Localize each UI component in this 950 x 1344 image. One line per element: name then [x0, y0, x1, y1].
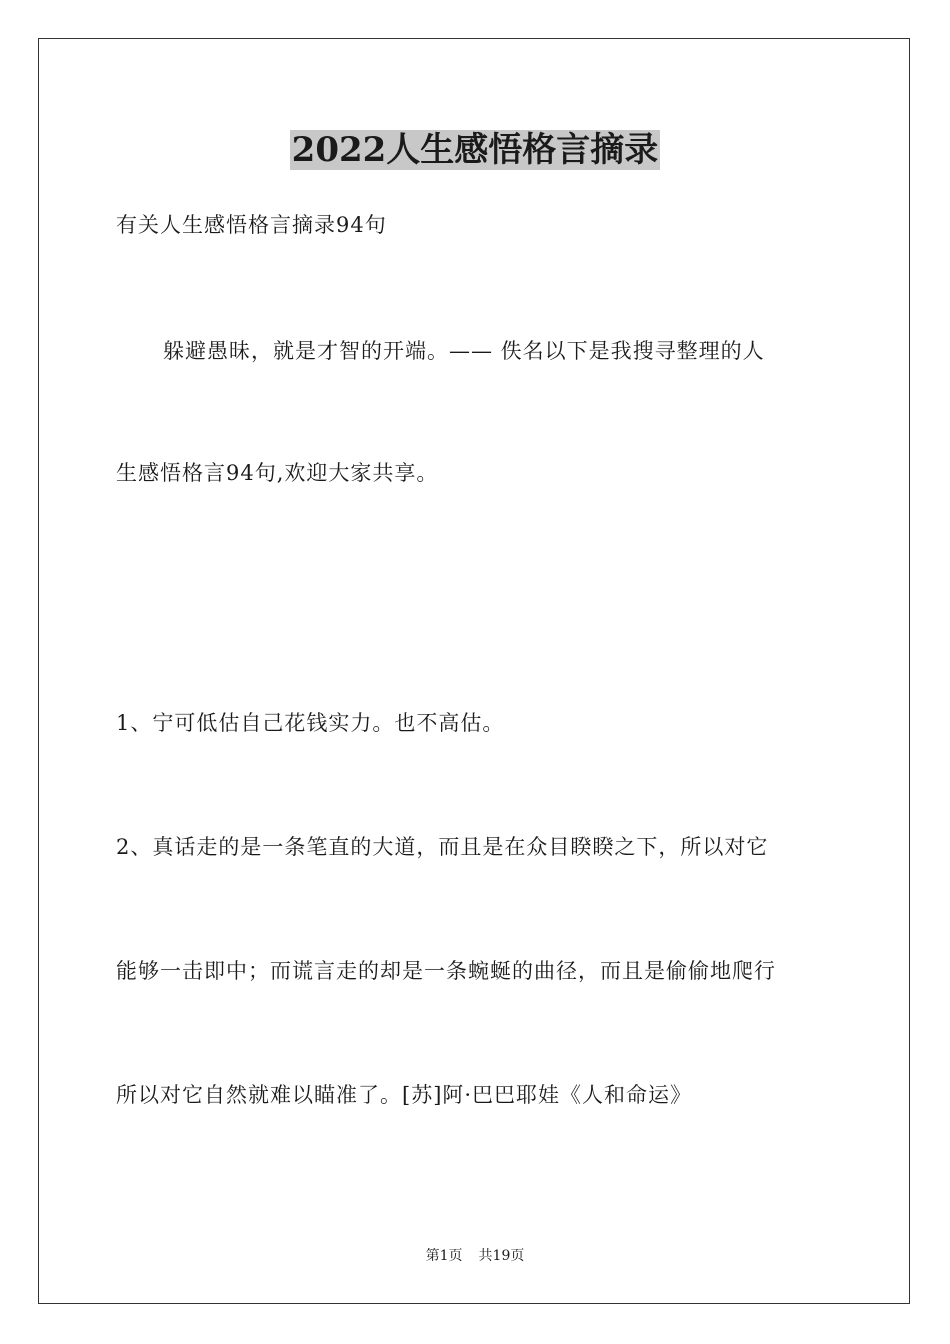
quote-item-1: 1、宁可低估自己花钱实力。也不高估。	[116, 711, 505, 735]
quote-item-2-line-1: 2、真话走的是一条笔直的大道，而且是在众目睽睽之下，所以对它	[116, 835, 769, 859]
quote-item-2-line-2: 能够一击即中；而谎言走的却是一条蜿蜒的曲径，而且是偷偷地爬行	[116, 959, 776, 983]
page-footer	[0, 1246, 950, 1266]
page-current: 第1页	[425, 1248, 463, 1264]
intro-line-2: 生感悟格言94句,欢迎大家共享。	[116, 461, 439, 485]
document-subtitle: 有关人生感悟格言摘录94句	[116, 213, 387, 237]
page-total: 共19页	[478, 1248, 525, 1264]
document-title-text: 2022人生感悟格言摘录	[291, 130, 659, 170]
document-title	[0, 128, 950, 172]
intro-line-1: 躲避愚昧，就是才智的开端。—— 佚名以下是我搜寻整理的人	[163, 339, 765, 363]
quote-item-2-line-3: 所以对它自然就难以瞄准了。[苏]阿·巴巴耶娃《人和命运》	[116, 1083, 693, 1107]
